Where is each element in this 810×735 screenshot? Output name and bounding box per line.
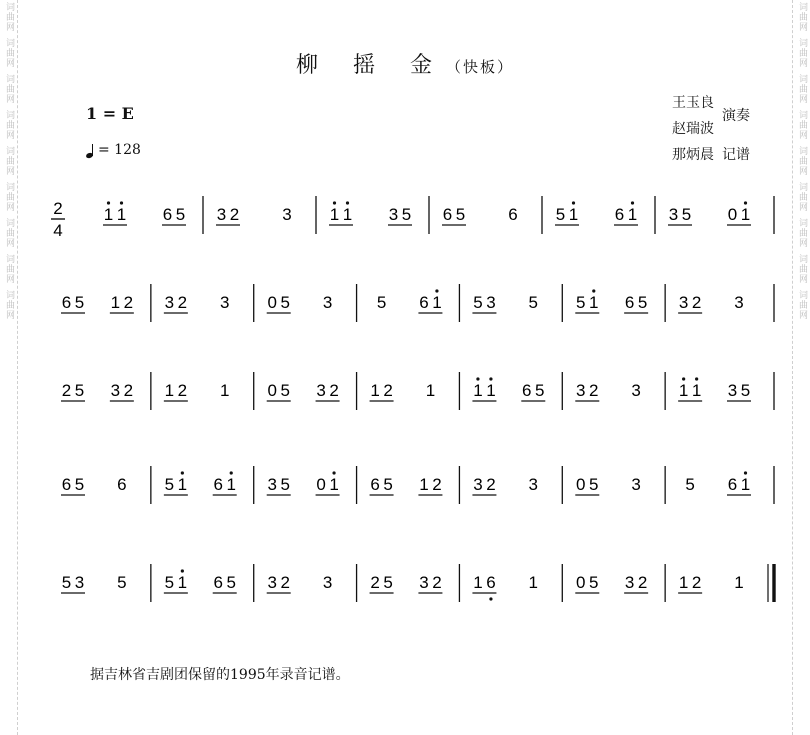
octave-dot-high xyxy=(695,377,698,380)
note-digit: 3 xyxy=(322,293,333,312)
octave-dot-high xyxy=(744,471,747,474)
note-digit: 5 xyxy=(164,475,175,494)
note-digit: 1 xyxy=(226,475,236,494)
note-digit: 3 xyxy=(216,205,227,224)
note-digit: 5 xyxy=(555,205,566,224)
note-digit: 1 xyxy=(691,381,702,400)
note-digit: 5 xyxy=(383,475,393,494)
note-digit: 0 xyxy=(316,475,326,494)
watermark-text: 词曲网 xyxy=(4,110,14,140)
note-digit: 2 xyxy=(280,573,290,592)
note-digit: 5 xyxy=(164,573,175,592)
note-digit: 5 xyxy=(740,381,751,400)
note-digit: 6 xyxy=(508,205,518,224)
score-line-svg xyxy=(0,560,810,620)
note-digit: 3 xyxy=(727,381,738,400)
watermark-text: 词曲网 xyxy=(4,254,14,284)
note-digit: 6 xyxy=(419,293,429,312)
note-digit: 2 xyxy=(123,381,134,400)
note-digit: 5 xyxy=(576,293,586,312)
note-digit: 5 xyxy=(685,475,695,494)
score-line xyxy=(0,560,810,610)
octave-dot-high xyxy=(346,201,349,204)
note-digit: 0 xyxy=(576,573,586,592)
note-digit: 6 xyxy=(61,293,72,312)
note-digit: 6 xyxy=(624,293,635,312)
note-digit: 1 xyxy=(734,573,744,592)
note-digit: 1 xyxy=(486,381,496,400)
note-digit: 6 xyxy=(61,475,72,494)
note-digit: 5 xyxy=(473,293,483,312)
note-digit: 5 xyxy=(589,573,599,592)
performer-1: 王玉良 xyxy=(672,95,714,111)
note-digit: 5 xyxy=(535,381,545,400)
note-digit: 1 xyxy=(473,381,483,400)
note-digit: 2 xyxy=(637,573,648,592)
note-digit: 6 xyxy=(614,205,625,224)
tempo-marking xyxy=(86,142,141,158)
quarter-note-icon xyxy=(86,144,94,158)
watermark-text: 词曲网 xyxy=(4,182,14,212)
note-digit: 1 xyxy=(473,573,483,592)
octave-dot-high xyxy=(181,471,184,474)
note-digit: 3 xyxy=(316,381,326,400)
note-digit: 1 xyxy=(110,293,121,312)
note-digit: 5 xyxy=(528,293,539,312)
note-digit: 5 xyxy=(637,293,648,312)
note-digit: 1 xyxy=(425,381,436,400)
octave-dot-high xyxy=(744,201,747,204)
note-digit: 6 xyxy=(442,205,453,224)
note-digit: 2 xyxy=(61,381,72,400)
note-digit: 6 xyxy=(486,573,496,592)
note-digit: 6 xyxy=(370,475,380,494)
note-digit: 0 xyxy=(576,475,586,494)
octave-dot-high xyxy=(120,201,123,204)
score-line-svg xyxy=(0,462,810,522)
note-digit: 2 xyxy=(123,293,134,312)
watermark-text: 词曲网 xyxy=(4,74,14,104)
octave-dot-high xyxy=(682,377,685,380)
note-digit: 6 xyxy=(522,381,532,400)
note-digit: 1 xyxy=(342,205,353,224)
note-digit: 0 xyxy=(267,293,277,312)
watermark-text: 词曲网 xyxy=(797,254,807,284)
note-digit: 3 xyxy=(528,475,539,494)
note-digit: 5 xyxy=(681,205,692,224)
transcriber: 那炳晨 xyxy=(672,147,714,163)
note-digit: 6 xyxy=(117,475,127,494)
octave-dot-high xyxy=(333,201,336,204)
note-digit: 5 xyxy=(589,475,599,494)
note-digit: 1 xyxy=(627,205,638,224)
note-digit: 3 xyxy=(631,381,641,400)
note-digit: 3 xyxy=(624,573,635,592)
octave-dot-high xyxy=(489,377,492,380)
note-digit: 1 xyxy=(419,475,429,494)
note-digit: 5 xyxy=(74,475,85,494)
note-digit: 5 xyxy=(455,205,466,224)
note-digit: 5 xyxy=(280,293,290,312)
note-digit: 5 xyxy=(401,205,412,224)
note-digit: 1 xyxy=(589,293,599,312)
note-digit: 5 xyxy=(175,205,186,224)
note-digit: 3 xyxy=(678,293,689,312)
note-digit: 2 xyxy=(383,381,393,400)
octave-dot-high xyxy=(592,289,595,292)
performer-2: 赵瑞波 xyxy=(672,121,714,137)
octave-dot-high xyxy=(631,201,634,204)
note-digit: 1 xyxy=(740,205,751,224)
watermark-text: 词曲网 xyxy=(4,146,14,176)
title-tempo: （快板） xyxy=(445,58,514,76)
note-digit: 2 xyxy=(177,381,188,400)
time-signature-top: 2 xyxy=(53,199,63,218)
watermark-text: 词曲网 xyxy=(797,110,807,140)
note-digit: 5 xyxy=(74,293,85,312)
score-line-svg xyxy=(0,192,810,252)
note-digit: 2 xyxy=(691,573,702,592)
note-digit: 3 xyxy=(419,573,429,592)
note-digit: 2 xyxy=(370,573,380,592)
note-digit: 1 xyxy=(103,205,114,224)
note-digit: 3 xyxy=(74,573,85,592)
octave-dot-high xyxy=(230,471,233,474)
song-title xyxy=(0,48,810,79)
note-digit: 5 xyxy=(280,475,290,494)
note-digit: 1 xyxy=(116,205,127,224)
note-digit: 2 xyxy=(691,293,702,312)
octave-dot-high xyxy=(435,289,438,292)
note-digit: 6 xyxy=(162,205,173,224)
note-digit: 5 xyxy=(226,573,236,592)
octave-dot-high xyxy=(572,201,575,204)
octave-dot-high xyxy=(107,201,110,204)
watermark-text: 词曲网 xyxy=(4,290,14,320)
perform-role: 演奏 xyxy=(722,108,750,124)
time-signature-bottom: 4 xyxy=(53,221,63,240)
watermark-text: 词曲网 xyxy=(4,2,14,32)
note-digit: 1 xyxy=(164,381,175,400)
note-digit: 1 xyxy=(432,293,442,312)
note-digit: 3 xyxy=(668,205,679,224)
octave-dot-high xyxy=(332,471,335,474)
note-digit: 1 xyxy=(177,573,188,592)
note-digit: 6 xyxy=(213,573,223,592)
credits xyxy=(672,90,750,168)
note-digit: 3 xyxy=(734,293,744,312)
note-digit: 5 xyxy=(280,381,290,400)
watermark-text: 词曲网 xyxy=(797,182,807,212)
note-digit: 5 xyxy=(383,573,393,592)
key-signature: 1 = E xyxy=(86,104,134,123)
note-digit: 1 xyxy=(177,475,188,494)
watermark-text: 词曲网 xyxy=(797,146,807,176)
note-digit: 3 xyxy=(219,293,230,312)
watermark-text: 词曲网 xyxy=(4,38,14,68)
note-digit: 3 xyxy=(110,381,121,400)
note-digit: 3 xyxy=(486,293,496,312)
note-digit: 5 xyxy=(74,381,85,400)
note-digit: 3 xyxy=(282,205,292,224)
note-digit: 3 xyxy=(576,381,586,400)
watermark-text: 词曲网 xyxy=(797,290,807,320)
note-digit: 5 xyxy=(117,573,127,592)
note-digit: 0 xyxy=(267,381,277,400)
note-digit: 3 xyxy=(631,475,641,494)
note-digit: 0 xyxy=(727,205,738,224)
octave-dot-high xyxy=(181,569,184,572)
note-digit: 5 xyxy=(61,573,72,592)
note-digit: 1 xyxy=(370,381,380,400)
note-digit: 1 xyxy=(678,573,689,592)
note-digit: 1 xyxy=(568,205,579,224)
watermark-text: 词曲网 xyxy=(797,38,807,68)
score-line-svg xyxy=(0,280,810,340)
watermark-text: 词曲网 xyxy=(797,218,807,248)
note-digit: 1 xyxy=(329,475,339,494)
note-digit: 1 xyxy=(528,573,539,592)
note-digit: 1 xyxy=(219,381,230,400)
watermark-text: 词曲网 xyxy=(797,74,807,104)
source-note: 据吉林省吉剧团保留的1995年录音记谱。 xyxy=(90,667,350,683)
tempo-value: = 128 xyxy=(98,142,141,158)
note-digit: 5 xyxy=(376,293,387,312)
note-digit: 2 xyxy=(177,293,188,312)
note-digit: 2 xyxy=(329,381,339,400)
note-digit: 3 xyxy=(473,475,483,494)
note-digit: 2 xyxy=(432,573,442,592)
score-line xyxy=(0,462,810,512)
octave-dot-high xyxy=(476,377,479,380)
note-digit: 3 xyxy=(267,573,277,592)
note-digit: 2 xyxy=(486,475,496,494)
score-line xyxy=(0,368,810,418)
note-digit: 2 xyxy=(589,381,599,400)
note-digit: 3 xyxy=(388,205,399,224)
octave-dot-low xyxy=(489,597,492,600)
note-digit: 6 xyxy=(727,475,738,494)
note-digit: 6 xyxy=(213,475,223,494)
score-line-svg xyxy=(0,368,810,428)
title-main: 柳 摇 金 xyxy=(295,53,446,78)
note-digit: 1 xyxy=(329,205,340,224)
note-digit: 1 xyxy=(678,381,689,400)
score-line xyxy=(0,280,810,330)
note-digit: 3 xyxy=(267,475,277,494)
note-digit: 2 xyxy=(229,205,240,224)
note-digit: 3 xyxy=(164,293,175,312)
note-digit: 1 xyxy=(740,475,751,494)
score-line xyxy=(0,192,810,242)
transcribe-role: 记谱 xyxy=(722,147,750,163)
note-digit: 3 xyxy=(322,573,333,592)
watermark-text: 词曲网 xyxy=(797,2,807,32)
watermark-text: 词曲网 xyxy=(4,218,14,248)
note-digit: 2 xyxy=(432,475,442,494)
